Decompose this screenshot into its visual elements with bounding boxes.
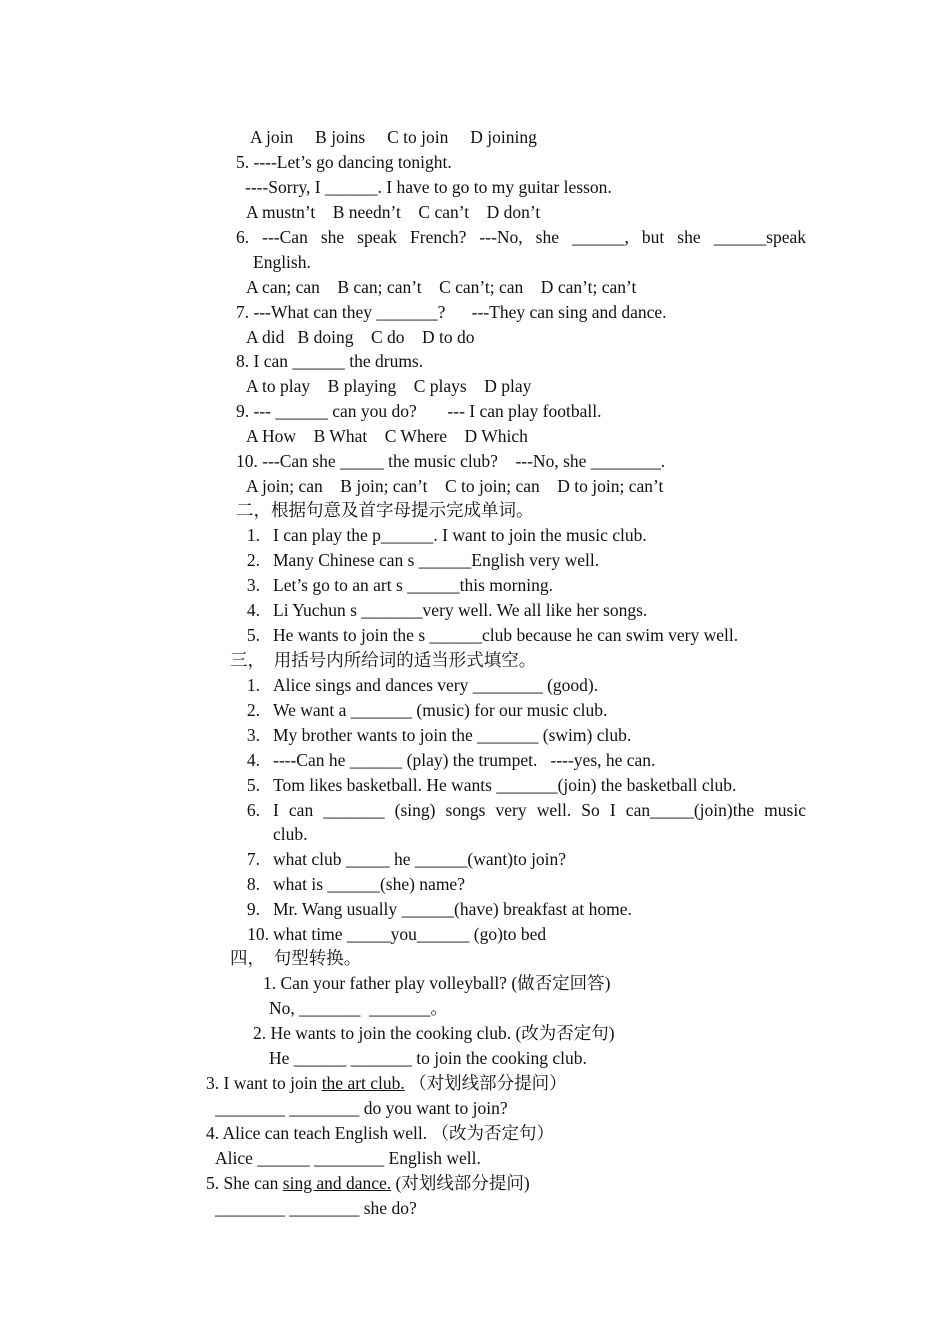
part4-q5-answer: ________ ________ she do? xyxy=(215,1198,417,1218)
part3-item-text: what time _____you______ (go)to bed xyxy=(273,924,547,944)
part2-item-text: Many Chinese can s ______English very well. xyxy=(273,550,600,570)
part3-item-text: My brother wants to join the _______ (swim) club. xyxy=(273,725,632,745)
q7-options: A did B doing C do D to do xyxy=(246,327,475,347)
part2-item-text: Let’s go to an art s ______this morning. xyxy=(273,575,553,595)
part4-q5-prefix: 5. She can xyxy=(206,1173,283,1193)
q6-question: 6. ---Can she speak French? ---No, she ______, but she ______speak xyxy=(236,227,806,247)
part3-item-number: 7. xyxy=(246,849,260,869)
part4-q2-answer: He ______ _______ to join the cooking club. xyxy=(269,1048,587,1068)
part4-q3-prefix: 3. I want to join xyxy=(206,1073,322,1093)
part4-heading: 四， 句型转换。 xyxy=(230,948,362,968)
part4-q4-answer: Alice ______ ________ English well. xyxy=(215,1148,481,1168)
part2-item-number: 1. xyxy=(246,525,260,545)
q10-question: 10. ---Can she _____ the music club? ---No, she ________. xyxy=(236,451,666,471)
part2-item-text: I can play the p______. I want to join the music club. xyxy=(273,525,647,545)
q5-response: ----Sorry, I ______. I have to go to my guitar lesson. xyxy=(245,177,612,197)
part3-item-text: Mr. Wang usually ______(have) breakfast at home. xyxy=(273,899,632,919)
part3-item-number: 6. xyxy=(246,800,260,820)
q8-question: 8. I can ______ the drums. xyxy=(236,351,424,371)
part2-item-number: 4. xyxy=(246,600,260,620)
part2-item-number: 5. xyxy=(246,625,260,645)
part4-q5 xyxy=(206,1172,530,1194)
part4-q2: 2. He wants to join the cooking club. (改为否定句) xyxy=(253,1023,615,1043)
part3-item-number: 9. xyxy=(246,899,260,919)
part3-item-text: Alice sings and dances very ________ (good). xyxy=(273,675,599,695)
part4-q4: 4. Alice can teach English well. （改为否定句） xyxy=(206,1123,554,1143)
part2-item-number: 3. xyxy=(246,575,260,595)
part2-heading: 二，根据句意及首字母提示完成单词。 xyxy=(236,500,534,520)
part4-q3 xyxy=(206,1072,567,1094)
part3-heading: 三， 用括号内所给词的适当形式填空。 xyxy=(230,650,537,670)
part3-item-number: 4. xyxy=(246,750,260,770)
part3-item-text: We want a _______ (music) for our music club. xyxy=(273,700,608,720)
q10-options: A join; can B join; can’t C to join; can D to join; can’t xyxy=(246,476,664,496)
part3-item-number: 5. xyxy=(246,775,260,795)
part4-q5-suffix: (对划线部分提问) xyxy=(391,1173,530,1193)
part3-item-text: what club _____ he ______(want)to join? xyxy=(273,849,567,869)
part4-q3-underlined: the art club. xyxy=(321,1073,405,1093)
part3-item-number: 8. xyxy=(246,874,260,894)
q5-options: A mustn’t B needn’t C can’t D don’t xyxy=(246,202,541,222)
part4-q1-answer: No, _______ _______。 xyxy=(269,998,448,1018)
q7-question: 7. ---What can they _______? ---They can sing and dance. xyxy=(236,302,667,322)
q9-question: 9. --- ______ can you do? --- I can play football. xyxy=(236,401,602,421)
part4-q3-suffix: （对划线部分提问） xyxy=(404,1073,567,1093)
q5-question: 5. ----Let’s go dancing tonight. xyxy=(236,152,452,172)
q6-options: A can; can B can; can’t C can’t; can D can’t; can’t xyxy=(246,277,637,297)
part4-q1: 1. Can your father play volleyball? (做否定回答) xyxy=(263,973,611,993)
part3-item-text-cont: club. xyxy=(273,824,308,844)
part2-item-text: Li Yuchun s _______very well. We all like her songs. xyxy=(273,600,648,620)
part3-item-text: Tom likes basketball. He wants _______(join) the basketball club. xyxy=(273,775,737,795)
q6-question-cont: English. xyxy=(253,252,311,272)
q9-options: A How B What C Where D Which xyxy=(246,426,528,446)
q8-options: A to play B playing C plays D play xyxy=(246,376,532,396)
part4-q3-answer: ________ ________ do you want to join? xyxy=(215,1098,508,1118)
part2-item-number: 2. xyxy=(246,550,260,570)
part4-q5-underlined: sing and dance. xyxy=(282,1173,392,1193)
part3-item-text: what is ______(she) name? xyxy=(273,874,465,894)
part3-item-text: ----Can he ______ (play) the trumpet. ----yes, he can. xyxy=(273,750,656,770)
part3-item-number: 3. xyxy=(246,725,260,745)
part3-item-number: 10. xyxy=(247,924,269,944)
part2-item-text: He wants to join the s ______club because he can swim very well. xyxy=(273,625,739,645)
part3-item-number: 1. xyxy=(246,675,260,695)
part3-item-number: 2. xyxy=(246,700,260,720)
part3-item-text: I can _______ (sing) songs very well. So I can_____(join)the music xyxy=(273,800,806,820)
q4-options: A join B joins C to join D joining xyxy=(250,127,537,147)
